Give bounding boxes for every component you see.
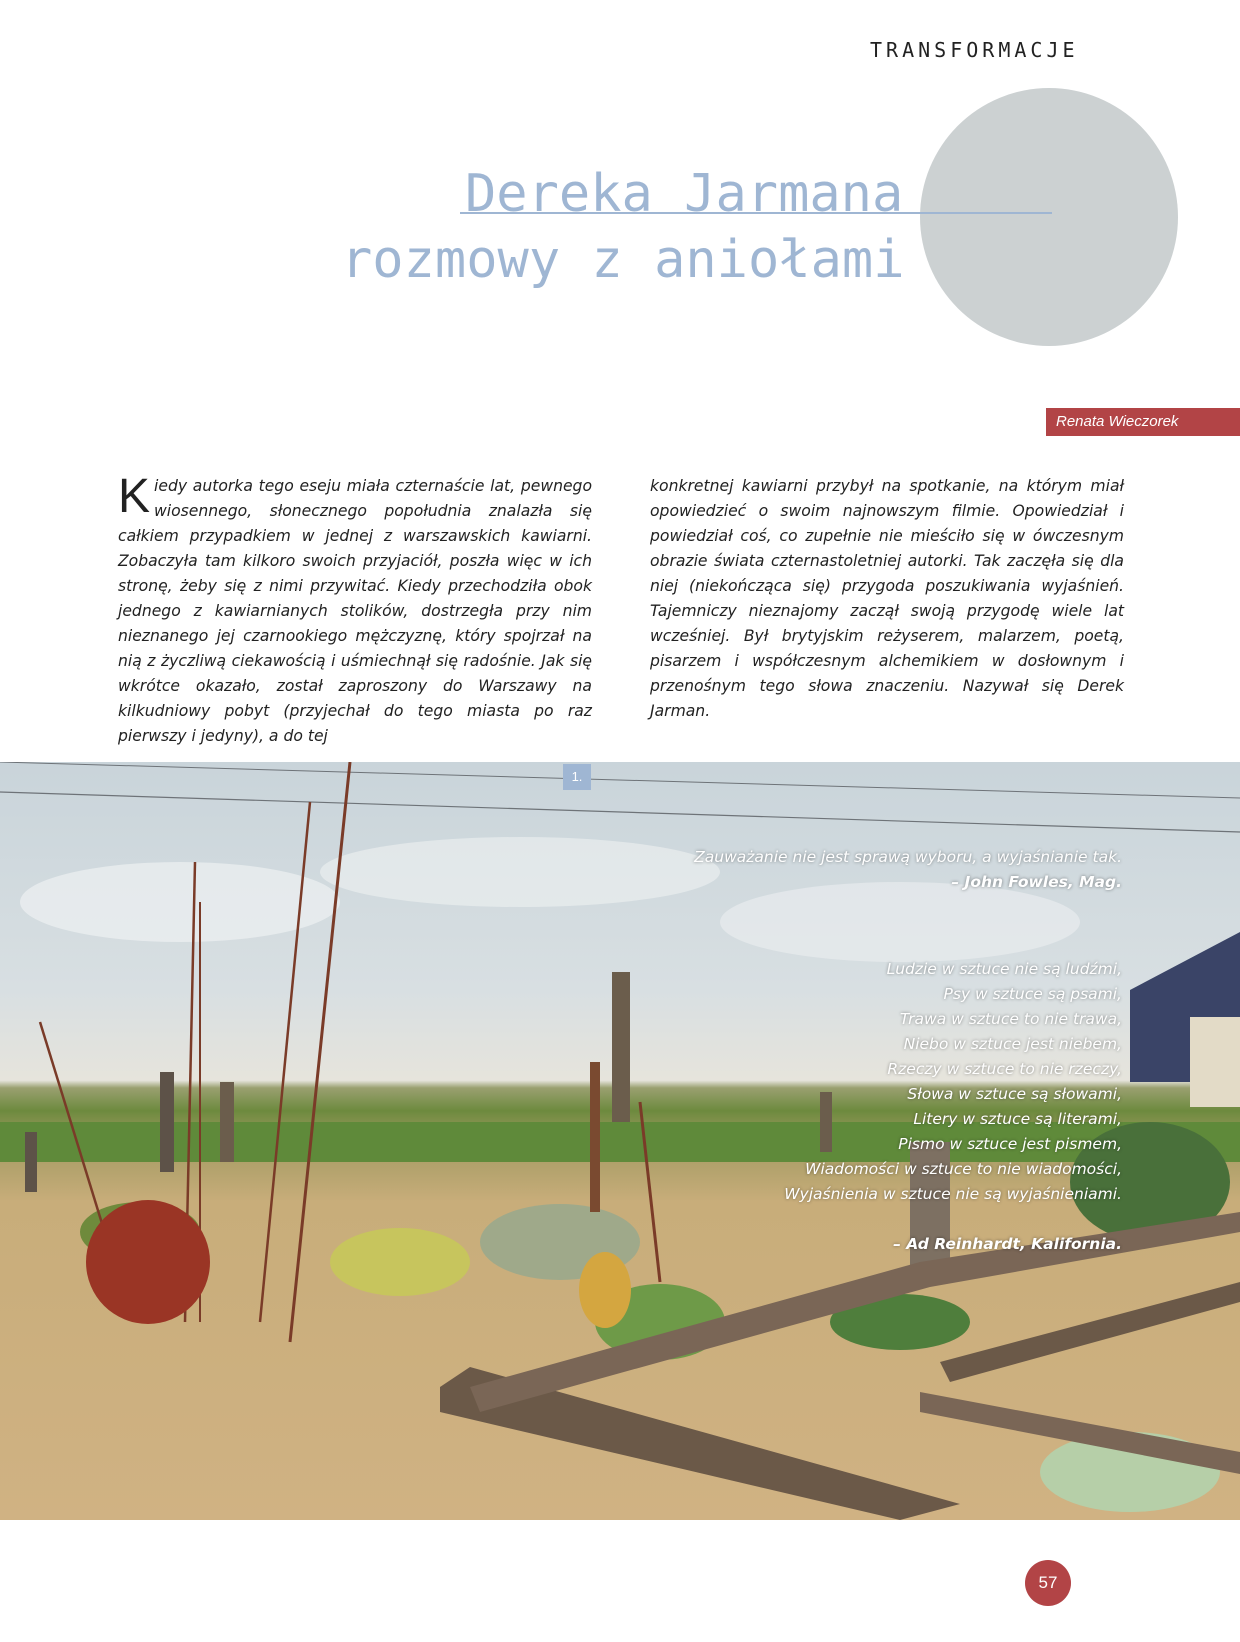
- poem-line: Pismo w sztuce jest pismem,: [898, 1135, 1122, 1153]
- epigraph-fowles: [694, 845, 1122, 895]
- body-column-1-text: iedy autorka tego eseju miała czternaście lat, pewnego wiosennego, słonecznego popołudnia znalazła się całkiem przypadkiem w jednej z warszawskich kawiarni. Zobaczyła tam kilkoro swoich przyjaciół, poszła więc w ich stronę, żeby się z nimi przywitać. Kiedy przechodziła obok jednego z kawiarnianych stolików, dostrzegła przy nim nieznanego jej czarnookiego mężczyznę, który spojrzał na nią z życzliwą ciekawością i uśmiechnął się radośnie. Jak się wkrótce okazało, został zaproszony do Warszawy na kilkudniowy pobyt (przyjechał do tego miasta po raz pierwszy i jedyny), a do tej: [118, 477, 592, 745]
- article-title-line2: rozmowy z aniołami: [341, 230, 905, 290]
- poem-line: Wyjaśnienia w sztuce nie są wyjaśnieniami.: [784, 1185, 1122, 1203]
- body-column-2: konkretnej kawiarni przybył na spotkanie, na którym miał opowiedzieć o swoim najnowszym filmie. Opowiedział i powiedział coś, co zupełnie nie mieściło się w ówczesnym obrazie świata czternastoletniej autorki. Tak zaczęła się dla niej (niekończąca się) przygoda poszukiwania wyjaśnień. Tajemniczy nieznajomy zaczął swoją przygodę wiele lat wcześniej. Był brytyjskim reżyserem, malarzem, poetą, pisarzem i współczesnym alchemikiem w dosłownym i przenośnym tego słowa znaczeniu. Nazywał się Derek Jarman.: [650, 477, 1124, 720]
- author-name: Renata Wieczorek: [1056, 413, 1179, 430]
- body-column-1: [118, 470, 592, 749]
- poem-line: Trawa w sztuce to nie trawa,: [899, 1010, 1122, 1028]
- decorative-circle: [920, 88, 1178, 346]
- poem-line: Ludzie w sztuce nie są ludźmi,: [886, 960, 1122, 978]
- poem-line: Litery w sztuce są literami,: [913, 1110, 1122, 1128]
- article-title-line1: Dereka Jarmana: [465, 164, 904, 224]
- poem-line: Wiadomości w sztuce to nie wiadomości,: [805, 1160, 1122, 1178]
- poem-line: Rzeczy w sztuce to nie rzeczy,: [887, 1060, 1122, 1078]
- epigraph-reinhardt-source: – Ad Reinhardt, Kalifornia.: [893, 1235, 1122, 1253]
- poem-line: Psy w sztuce są psami,: [943, 985, 1122, 1003]
- section-label: TRANSFORMACJE: [870, 38, 1079, 62]
- epigraph-reinhardt: [784, 957, 1122, 1257]
- poem-line: Słowa w sztuce są słowami,: [907, 1085, 1122, 1103]
- page-number: 57: [1025, 1560, 1071, 1606]
- epigraph-fowles-text: Zauważanie nie jest sprawą wyboru, a wyjaśnianie tak.: [694, 848, 1122, 866]
- figure-label: 1.: [563, 764, 591, 790]
- epigraph-fowles-source: – John Fowles, Mag.: [951, 873, 1122, 891]
- drop-cap: K: [118, 470, 151, 523]
- poem-line: Niebo w sztuce jest niebem,: [903, 1035, 1122, 1053]
